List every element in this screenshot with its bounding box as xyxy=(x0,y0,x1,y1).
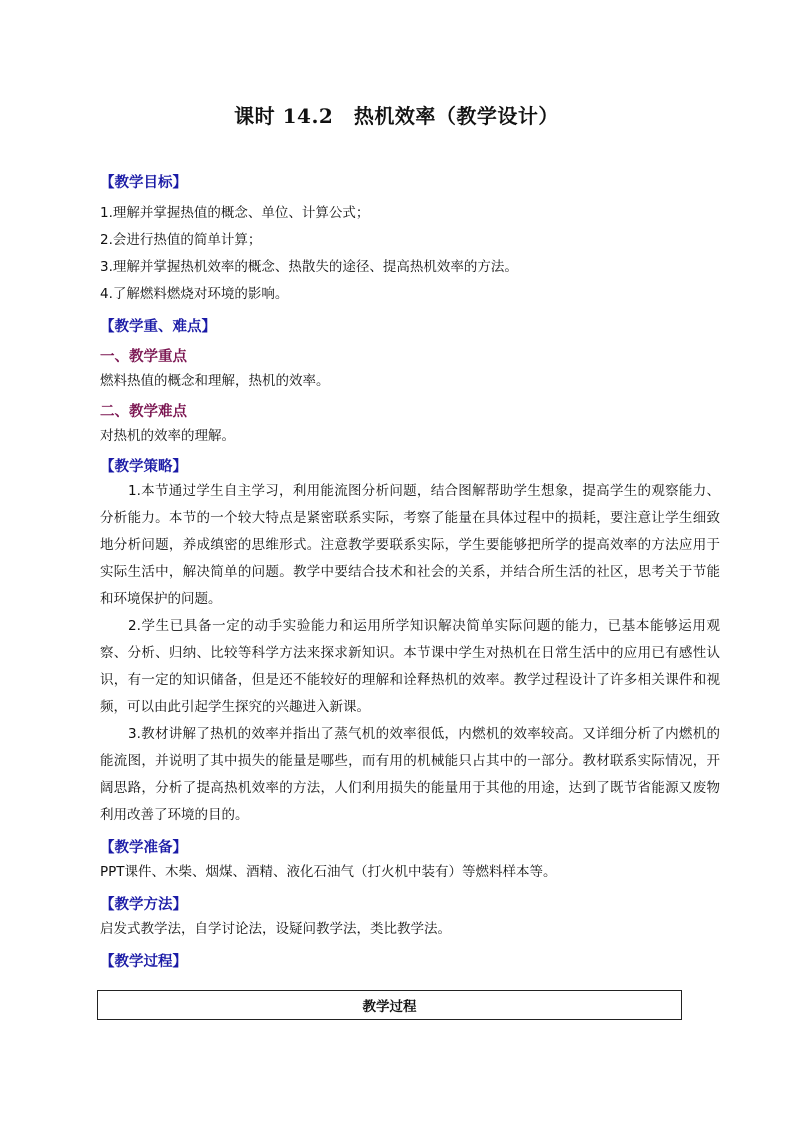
objective-item: 1.理解并掌握热值的概念、单位、计算公式； xyxy=(100,205,370,221)
focus-text: 燃料热值的概念和理解，热机的效率。 xyxy=(100,373,330,389)
difficulty-heading: 二、教学难点 xyxy=(100,404,187,420)
objective-item: 2.会进行热值的简单计算； xyxy=(100,232,262,248)
preparation-heading: 【教学准备】 xyxy=(100,840,187,856)
methods-text: 启发式教学法，自学讨论法，设疑问教学法，类比教学法。 xyxy=(100,921,451,937)
page-title: 课时 14.2 热机效率（教学设计） xyxy=(234,104,559,128)
strategy-paragraph: 2.学生已具备一定的动手实验能力和运用所学知识解决简单实际问题的能力，已基本能够运用观察、分析、归纳、比较等科学方法来探求新知识。本节课中学生对热机在日常生活中的应用已有感性认识，有一定的知识储备，但是还不能较好的理解和诠释热机的效率。教学过程设计了许多相关课件和视频，可以由此引起学生探究的兴趣进入新课。 xyxy=(100,618,720,715)
focus-heading: 一、教学重点 xyxy=(100,349,187,365)
process-table-header: 教学过程 xyxy=(362,999,417,1015)
document-body xyxy=(100,172,720,973)
strategy-heading: 【教学策略】 xyxy=(100,459,187,475)
strategy-paragraph: 3.教材讲解了热机的效率并指出了蒸气机的效率很低，内燃机的效率较高。又详细分析了内燃机的能流图，并说明了其中损失的能量是哪些，而有用的机械能只占其中的一部分。教材联系实际情况，开阔思路，分析了提高热机效率的方法，人们利用损失的能量用于其他的用途，达到了既节省能源又废物利用改善了环境的目的。 xyxy=(100,726,720,823)
difficulty-text: 对热机的效率的理解。 xyxy=(100,428,235,444)
process-table xyxy=(97,990,682,1020)
key-points-heading: 【教学重、难点】 xyxy=(100,319,216,335)
strategy-paragraph: 1.本节通过学生自主学习，利用能流图分析问题，结合图解帮助学生想象，提高学生的观察能力、分析能力。本节的一个较大特点是紧密联系实际，考察了能量在具体过程中的损耗，要注意让学生细致地分析问题，养成缜密的思维形式。注意教学要联系实际，学生要能够把所学的提高效率的方法应用于实际生活中，解决简单的问题。教学中要结合技术和社会的关系，并结合所生活的社区，思考关于节能和环境保护的问题。 xyxy=(100,483,720,607)
methods-heading: 【教学方法】 xyxy=(100,897,187,913)
objectives-heading: 【教学目标】 xyxy=(100,175,187,191)
objective-item: 4.了解燃料燃烧对环境的影响。 xyxy=(100,286,289,302)
process-heading: 【教学过程】 xyxy=(100,954,187,970)
preparation-text: PPT课件、木柴、烟煤、酒精、液化石油气（打火机中装有）等燃料样本等。 xyxy=(100,864,557,880)
objective-item: 3.理解并掌握热机效率的概念、热散失的途径、提高热机效率的方法。 xyxy=(100,259,518,275)
